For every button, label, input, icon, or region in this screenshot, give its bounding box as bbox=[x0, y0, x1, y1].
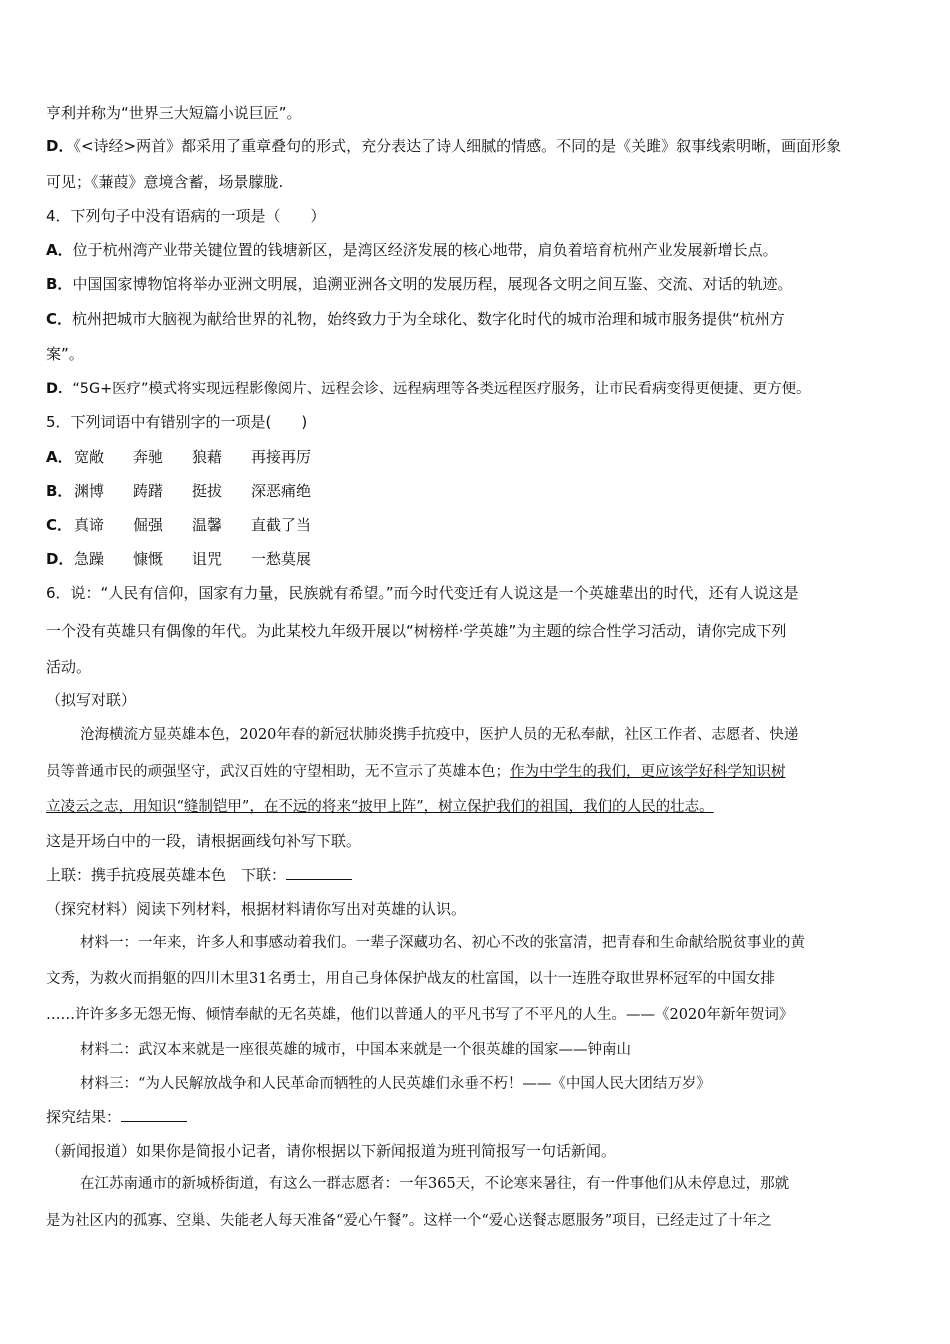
option-text: 位于杭州湾产业带关键位置的钱塘新区，是湾区经济发展的核心地带，肩负着培育杭州产业发展新增长点。 bbox=[72, 241, 778, 259]
question-text: 5．下列词语中有错别字的一项是( ) bbox=[46, 413, 308, 431]
word: 奔驰 bbox=[133, 448, 164, 466]
text-line bbox=[46, 621, 786, 641]
underlined-sentence: 作为中学生的我们，更应该学好科学知识树 bbox=[510, 764, 786, 780]
passage-text: 立凌云之志，用知识“缝制铠甲”，在不远的将来“披甲上阵”，树立保护我们的祖国，我们的人民的壮志。 bbox=[46, 799, 714, 815]
material-text: 材料一：一年来，许多人和事感动着我们。一辈子深藏功名、初心不改的张富清，把青春和生命献给脱贫事业的黄 bbox=[80, 935, 805, 951]
q5-option-d bbox=[46, 549, 311, 569]
news-line bbox=[46, 1211, 772, 1231]
material-1-cont bbox=[46, 969, 775, 989]
passage-text: 员等普通市民的顽强坚守，武汉百姓的守望相助，无不宣示了英雄本色； bbox=[46, 764, 510, 780]
section-heading: （探究材料）阅读下列材料，根据材料请你写出对英雄的认识。 bbox=[46, 900, 467, 918]
section-news bbox=[46, 1141, 616, 1161]
option-label: D． bbox=[46, 381, 73, 397]
material-1-cont bbox=[46, 1005, 793, 1025]
material-text: ……许许多多无怨无悔、倾情奉献的无名英雄，他们以普通人的平凡书写了不平凡的人生。——《2020年新年贺词》 bbox=[46, 1007, 794, 1023]
line-text: 一个没有英雄只有偶像的年代。为此某校九年级开展以“树榜样·学英雄”为主题的综合性学习活动，请你完成下列 bbox=[46, 622, 787, 640]
material-text: 材料三：“为人民解放战争和人民革命而牺牲的人民英雄们永垂不朽！——《中国人民大团结万岁》 bbox=[80, 1076, 711, 1092]
question-6 bbox=[46, 583, 799, 603]
option-label: B． bbox=[46, 275, 73, 293]
option-label: A． bbox=[46, 448, 73, 466]
text-line bbox=[46, 657, 91, 677]
word: 挺拔 bbox=[192, 482, 223, 500]
underlined-sentence bbox=[46, 797, 714, 817]
news-line bbox=[80, 1174, 789, 1194]
word: 倔强 bbox=[133, 516, 164, 534]
news-text: 是为社区内的孤寡、空巢、失能老人每天准备“爱心午餐”。这样一个“爱心送餐志愿服务”项目，已经走过了十年之 bbox=[46, 1213, 772, 1229]
word: 慷慨 bbox=[133, 550, 164, 568]
option-text: 中国国家博物馆将举办亚洲文明展，追溯亚洲各文明的发展历程，展现各文明之间互鉴、交流、对话的轨迹。 bbox=[72, 275, 793, 293]
couplet-line bbox=[46, 865, 352, 885]
option-label: A． bbox=[46, 241, 73, 259]
text-line bbox=[46, 172, 283, 192]
text-line bbox=[46, 344, 84, 364]
option-text: 杭州把城市大脑视为献给世界的礼物，始终致力于为全球化、数字化时代的城市治理和城市服务提供“杭州方 bbox=[72, 310, 785, 328]
q4-option-a bbox=[46, 240, 778, 260]
news-text: 在江苏南通市的新城桥街道，有这么一群志愿者：一年365天，不论寒来暑往，有一件事他们从未停息过，那就 bbox=[80, 1176, 790, 1192]
q5-option-b bbox=[46, 481, 311, 501]
section-couplet bbox=[46, 690, 136, 710]
option-label: B． bbox=[46, 482, 73, 500]
answer-blank[interactable] bbox=[121, 1107, 187, 1122]
line-text: 这是开场白中的一段，请根据画线句补写下联。 bbox=[46, 832, 362, 850]
section-heading: （新闻报道）如果你是简报小记者，请你根据以下新闻报道为班刊简报写一句话新闻。 bbox=[46, 1142, 617, 1160]
material-text: 材料二：武汉本来就是一座很英雄的城市，中国本来就是一个很英雄的国家——钟南山 bbox=[80, 1042, 631, 1058]
line-text: 活动。 bbox=[46, 658, 92, 676]
option-label: D． bbox=[46, 550, 74, 568]
line-text: 探究结果： bbox=[46, 1108, 122, 1126]
line-text: 亨利并称为“世界三大短篇小说巨匠”。 bbox=[46, 104, 302, 122]
word: 真谛 bbox=[74, 516, 105, 534]
passage-text: 沧海横流方显英雄本色，2020年春的新冠状肺炎携手抗疫中，医护人员的无私奉献，社区工作者、志愿者、快递 bbox=[80, 727, 799, 743]
word: 渊博 bbox=[74, 482, 105, 500]
word: 温馨 bbox=[192, 516, 223, 534]
answer-blank[interactable] bbox=[286, 865, 352, 880]
material-1 bbox=[80, 933, 805, 953]
question-text: 6．说：“人民有信仰，国家有力量，民族就有希望。”而今时代变迁有人说这是一个英雄辈出的时代，还有人说这是 bbox=[46, 584, 799, 602]
result-line bbox=[46, 1107, 187, 1127]
option-label: C． bbox=[46, 310, 73, 328]
word: 再接再厉 bbox=[251, 448, 312, 466]
text-line bbox=[46, 103, 302, 123]
text-line bbox=[46, 831, 361, 851]
section-heading: （拟写对联） bbox=[46, 691, 137, 709]
word: 踌躇 bbox=[133, 482, 164, 500]
passage-line bbox=[46, 762, 786, 782]
option-d-prev bbox=[46, 136, 841, 156]
option-text: “5G+医疗”模式将实现远程影像阅片、远程会诊、远程病理等各类远程医疗服务，让市民看病变得更便捷、更方便。 bbox=[72, 381, 811, 397]
q4-option-b bbox=[46, 274, 792, 294]
passage-line bbox=[80, 725, 798, 745]
question-4 bbox=[46, 206, 326, 226]
q5-option-a bbox=[46, 447, 311, 467]
line-text: 可见；《蒹葭》意境含蓄，场景朦胧. bbox=[46, 173, 284, 191]
word: 急躁 bbox=[74, 550, 105, 568]
question-5 bbox=[46, 412, 307, 432]
option-label: D． bbox=[46, 137, 74, 155]
word: 狼藉 bbox=[192, 448, 223, 466]
q4-option-d bbox=[46, 379, 810, 399]
material-text: 文秀，为救火而捐躯的四川木里31名勇士，用自己身体保护战友的杜富国，以十一连胜夺取世界杯冠军的中国女排 bbox=[46, 971, 775, 987]
word: 诅咒 bbox=[192, 550, 223, 568]
option-label: C． bbox=[46, 516, 73, 534]
word: 深恶痛绝 bbox=[251, 482, 312, 500]
question-text: 4．下列句子中没有语病的一项是（ ） bbox=[46, 207, 326, 225]
word: 宽敞 bbox=[74, 448, 105, 466]
option-text: 《<诗经>两首》都采用了重章叠句的形式，充分表达了诗人细腻的情感。不同的是《关雎》叙事线索明晰，画面形象 bbox=[73, 137, 842, 155]
line-text: 上联：携手抗疫展英雄本色 下联： bbox=[46, 866, 287, 884]
section-materials bbox=[46, 899, 466, 919]
word: 一愁莫展 bbox=[251, 550, 312, 568]
material-2 bbox=[80, 1040, 631, 1060]
word: 直截了当 bbox=[251, 516, 312, 534]
q5-option-c bbox=[46, 515, 311, 535]
line-text: 案”。 bbox=[46, 345, 84, 363]
material-3 bbox=[80, 1074, 711, 1094]
q4-option-c bbox=[46, 309, 785, 329]
